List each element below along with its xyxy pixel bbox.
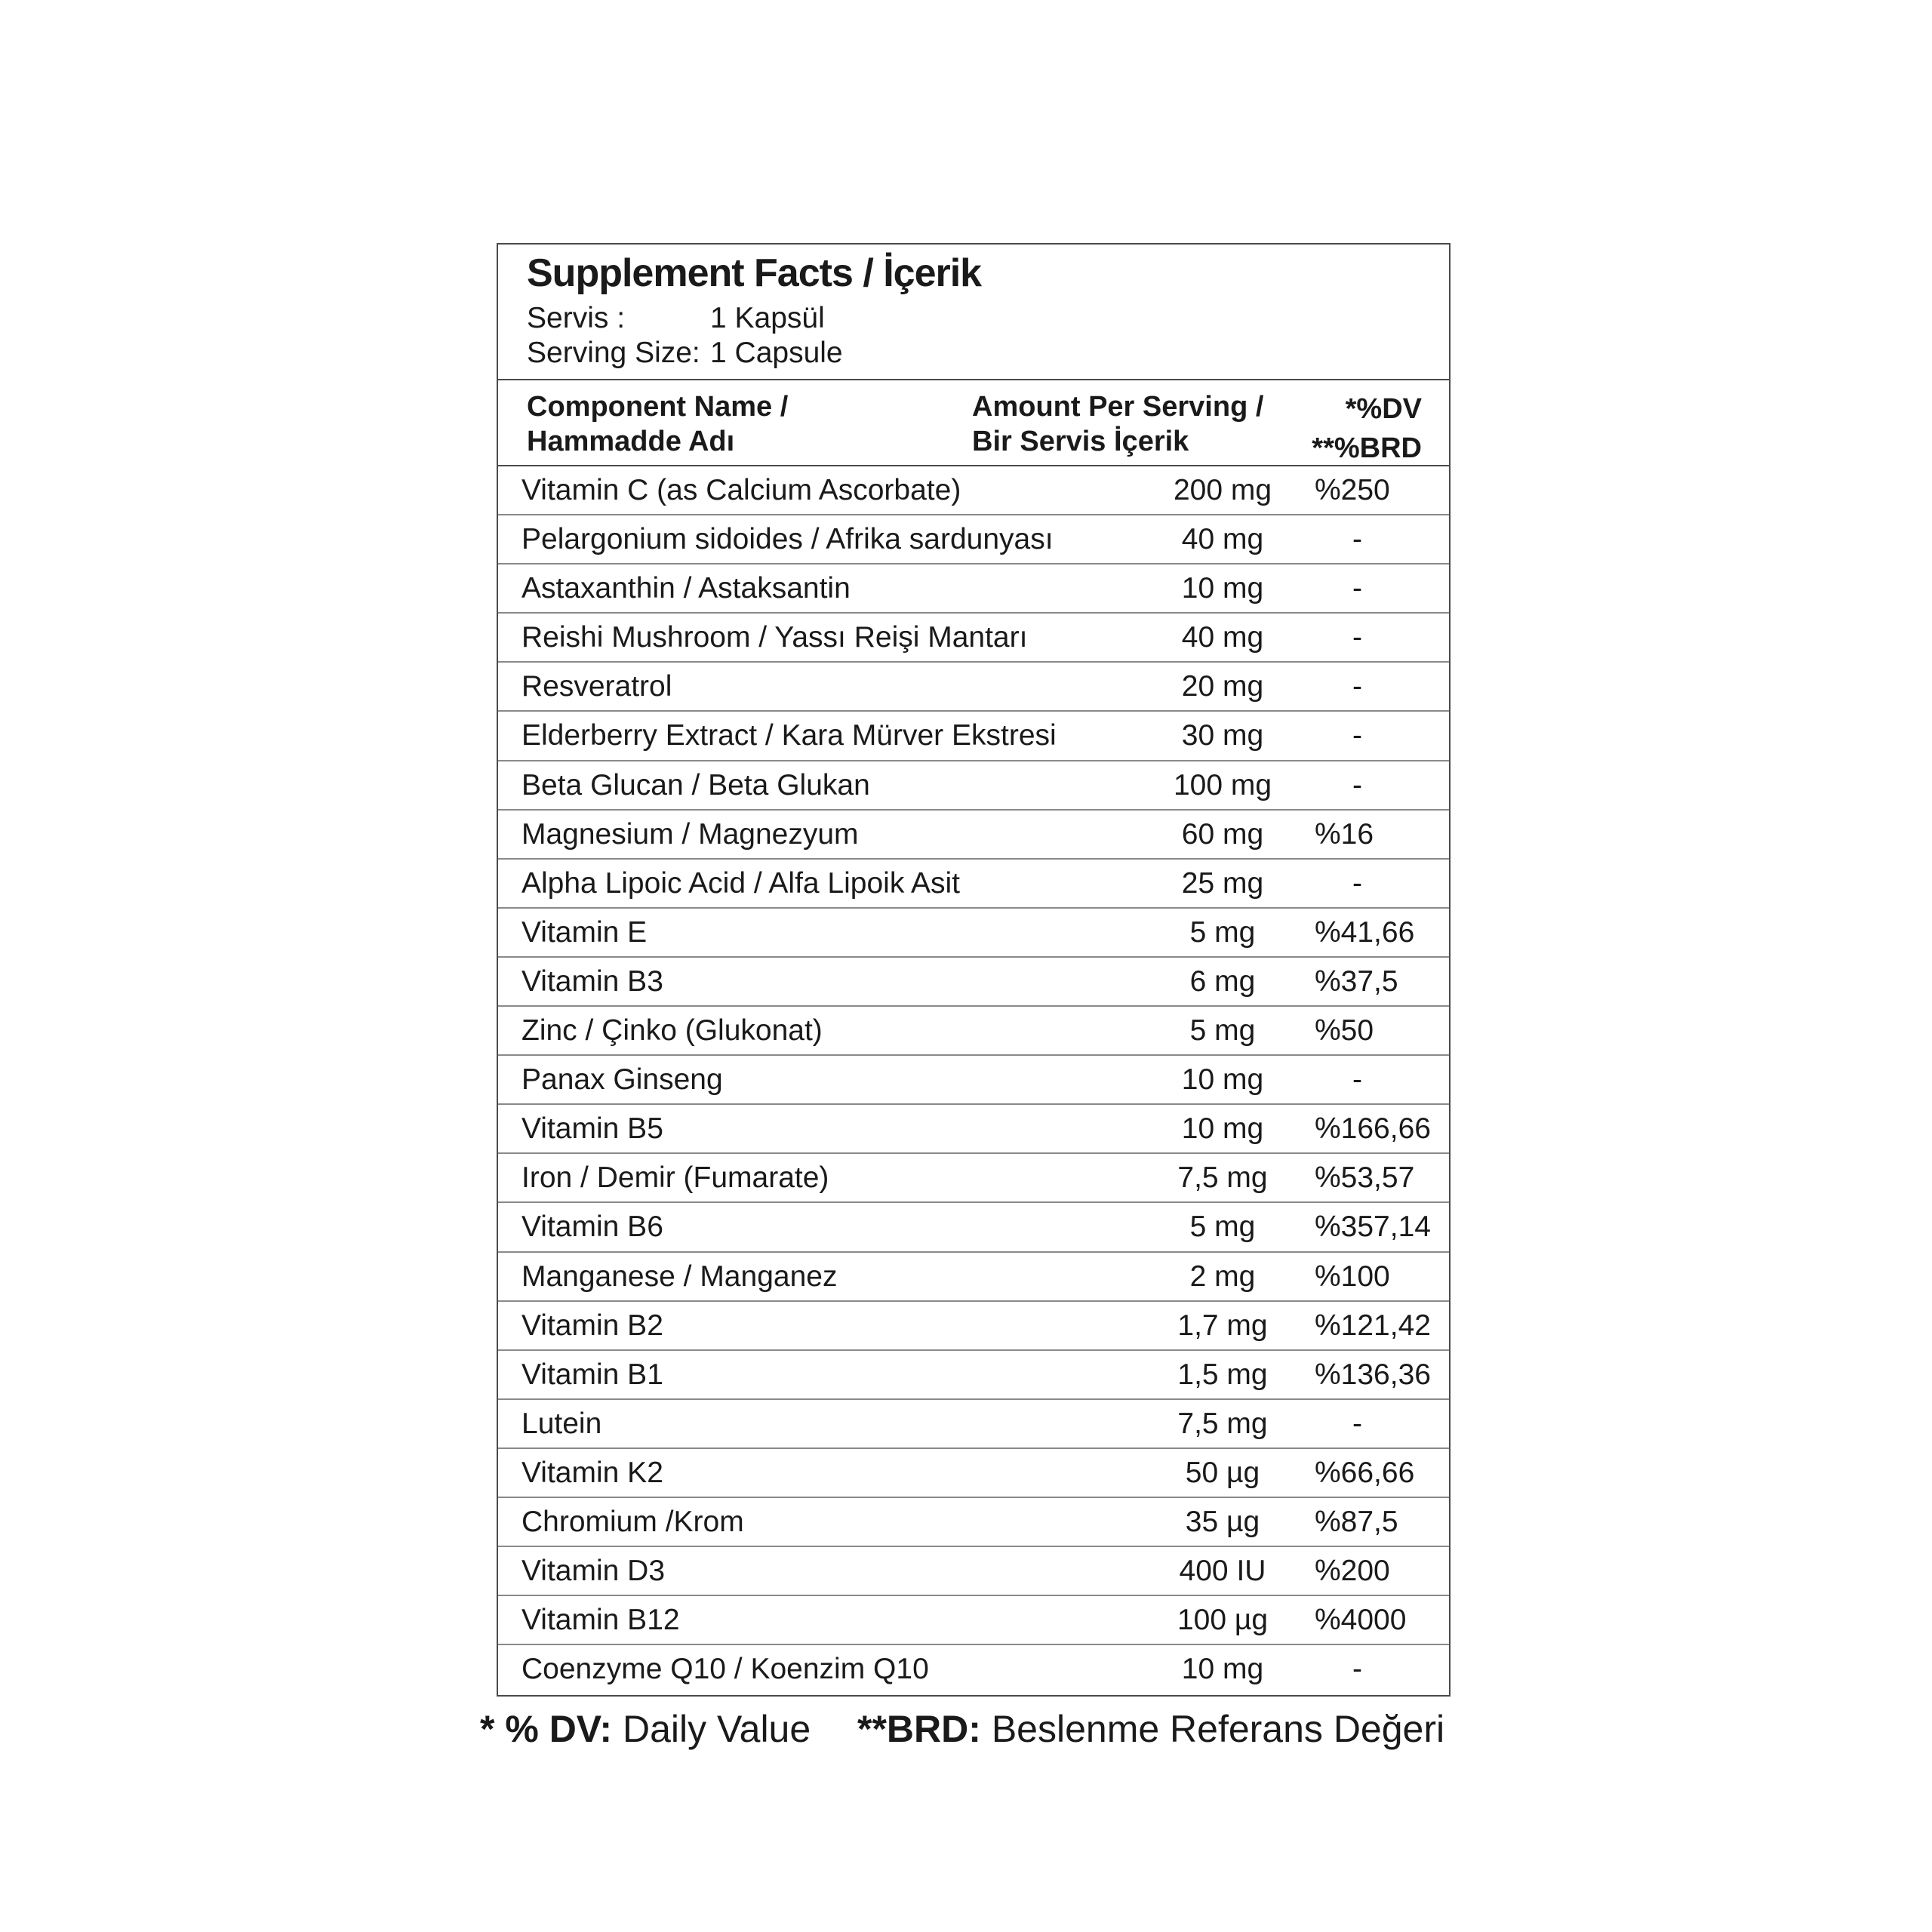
ingredient-amount: 10 mg <box>1181 1063 1264 1097</box>
component-name-header-line1: Component Name / <box>527 391 789 423</box>
ingredient-dv: %50 <box>1315 1014 1374 1048</box>
ingredient-amount: 30 mg <box>1181 719 1264 752</box>
table-row <box>498 1105 1449 1154</box>
ingredient-name: Vitamin C (as Calcium Ascorbate) <box>521 474 961 506</box>
ingredient-amount: 10 mg <box>1181 572 1264 605</box>
ingredient-name: Vitamin E <box>521 915 648 949</box>
ingredient-dv: - <box>1352 670 1362 703</box>
ingredient-dv: %41,66 <box>1315 915 1415 949</box>
ingredient-dv: %250 <box>1315 474 1390 506</box>
ingredient-name: Manganese / Manganez <box>521 1260 838 1293</box>
table-row <box>498 1400 1449 1449</box>
table-row <box>498 1302 1449 1351</box>
ingredient-name: Iron / Demir (Fumarate) <box>521 1161 829 1195</box>
table-row <box>498 958 1449 1007</box>
ingredient-amount: 40 mg <box>1181 621 1264 654</box>
ingredient-dv: - <box>1352 621 1362 654</box>
dv-header-line1: *%DV <box>1345 393 1422 425</box>
ingredient-amount: 35 µg <box>1185 1505 1260 1538</box>
facts-header <box>498 245 1449 380</box>
ingredient-amount: 1,7 mg <box>1177 1309 1268 1342</box>
column-headers <box>498 380 1449 466</box>
ingredient-amount: 20 mg <box>1181 670 1264 703</box>
table-row <box>498 1596 1449 1645</box>
ingredient-name: Chromium /Krom <box>521 1505 744 1538</box>
ingredient-amount: 7,5 mg <box>1177 1161 1268 1195</box>
ingredient-dv: %357,14 <box>1315 1211 1431 1244</box>
ingredient-name: Alpha Lipoic Acid / Alfa Lipoik Asit <box>521 866 961 900</box>
ingredient-name: Reishi Mushroom / Yassı Reişi Mantarı <box>521 621 1028 654</box>
ingredient-dv: %200 <box>1315 1555 1390 1588</box>
table-row <box>498 909 1449 958</box>
table-row <box>498 466 1449 515</box>
amount-header <box>972 389 1263 459</box>
ingredient-name: Vitamin B2 <box>521 1309 663 1342</box>
component-name-header <box>527 389 788 459</box>
table-row <box>498 1203 1449 1252</box>
amount-header-line1: Amount Per Serving / <box>972 391 1264 423</box>
table-row <box>498 1253 1449 1302</box>
footnote-brd-text: Beslenme Referans Değeri <box>991 1708 1445 1750</box>
servis-label: Servis : <box>527 302 626 334</box>
table-row <box>498 1007 1449 1056</box>
table-row <box>498 860 1449 909</box>
ingredient-name: Lutein <box>521 1407 602 1440</box>
ingredient-amount: 400 IU <box>1179 1555 1266 1588</box>
ingredient-dv: %87,5 <box>1315 1505 1398 1538</box>
ingredient-name: Vitamin B5 <box>521 1112 663 1146</box>
ingredient-amount: 40 mg <box>1181 523 1264 556</box>
facts-title: Supplement Facts / İçerik <box>527 251 982 295</box>
table-row <box>498 761 1449 811</box>
serving-size-value: 1 Capsule <box>710 337 843 369</box>
ingredient-dv: %136,36 <box>1315 1358 1431 1391</box>
ingredient-name: Vitamin B6 <box>521 1211 663 1244</box>
ingredient-dv: - <box>1352 768 1362 801</box>
ingredient-amount: 5 mg <box>1189 1014 1256 1048</box>
footnote-dv-text: Daily Value <box>622 1708 811 1750</box>
ingredient-name: Coenzyme Q10 / Koenzim Q10 <box>521 1653 929 1686</box>
ingredient-amount: 100 mg <box>1173 768 1272 801</box>
ingredient-dv: %4000 <box>1315 1604 1407 1637</box>
table-row <box>498 1645 1449 1694</box>
ingredient-dv: - <box>1352 523 1362 556</box>
ingredient-name: Vitamin B3 <box>521 964 663 998</box>
ingredient-dv: - <box>1352 719 1362 752</box>
ingredient-name: Resveratrol <box>521 670 672 703</box>
table-row <box>498 1154 1449 1203</box>
table-row <box>498 565 1449 614</box>
component-name-header-line2: Hammadde Adı <box>527 426 735 457</box>
ingredient-amount: 5 mg <box>1189 915 1256 949</box>
servis-row <box>527 302 825 335</box>
ingredient-dv: - <box>1352 1653 1362 1686</box>
ingredient-dv: - <box>1352 572 1362 605</box>
ingredient-name: Magnesium / Magnezyum <box>521 817 859 851</box>
ingredient-dv: %37,5 <box>1315 964 1398 998</box>
table-row <box>498 1547 1449 1596</box>
ingredient-amount: 60 mg <box>1181 817 1264 851</box>
serving-size-row <box>527 337 843 370</box>
ingredient-name: Panax Ginseng <box>521 1063 723 1097</box>
ingredient-dv: - <box>1352 1407 1362 1440</box>
dv-header-line2: **%BRD <box>1312 432 1422 464</box>
ingredient-name: Vitamin K2 <box>521 1456 663 1489</box>
footnote-dv <box>480 1707 811 1751</box>
table-row <box>498 811 1449 860</box>
ingredient-amount: 5 mg <box>1189 1211 1256 1244</box>
ingredient-dv: %166,66 <box>1315 1112 1431 1146</box>
table-row <box>498 1056 1449 1105</box>
ingredient-amount: 1,5 mg <box>1177 1358 1268 1391</box>
table-row <box>498 1351 1449 1400</box>
ingredient-amount: 7,5 mg <box>1177 1407 1268 1440</box>
table-row <box>498 663 1449 712</box>
ingredient-amount: 2 mg <box>1189 1260 1256 1293</box>
ingredient-name: Astaxanthin / Astaksantin <box>521 572 851 605</box>
ingredient-dv: %16 <box>1315 817 1374 851</box>
serving-size-label: Serving Size: <box>527 337 700 369</box>
ingredient-amount: 10 mg <box>1181 1653 1264 1686</box>
ingredient-dv: %66,66 <box>1315 1456 1415 1489</box>
ingredient-table <box>498 466 1449 1694</box>
ingredient-name: Beta Glucan / Beta Glukan <box>521 768 870 801</box>
ingredient-amount: 25 mg <box>1181 866 1264 900</box>
footnote-brd <box>857 1707 1444 1751</box>
supplement-facts-panel <box>497 243 1451 1697</box>
table-row <box>498 1498 1449 1547</box>
ingredient-dv: %53,57 <box>1315 1161 1415 1195</box>
footnote-brd-key: **BRD: <box>857 1708 981 1750</box>
ingredient-name: Elderberry Extract / Kara Mürver Ekstresi <box>521 719 1057 752</box>
ingredient-amount: 6 mg <box>1189 964 1256 998</box>
ingredient-name: Pelargonium sidoides / Afrika sardunyası <box>521 523 1054 556</box>
amount-header-line2: Bir Servis İçerik <box>972 426 1189 457</box>
ingredient-amount: 200 mg <box>1173 474 1272 506</box>
ingredient-dv: - <box>1352 866 1362 900</box>
table-row <box>498 614 1449 663</box>
servis-value: 1 Kapsül <box>710 302 825 334</box>
table-row <box>498 712 1449 761</box>
footnote-dv-key: * % DV: <box>480 1708 613 1750</box>
table-row <box>498 515 1449 565</box>
ingredient-amount: 50 µg <box>1185 1456 1260 1489</box>
table-row <box>498 1449 1449 1498</box>
dv-header <box>1312 389 1422 468</box>
ingredient-dv: - <box>1352 1063 1362 1097</box>
ingredient-name: Vitamin B1 <box>521 1358 663 1391</box>
ingredient-name: Zinc / Çinko (Glukonat) <box>521 1014 823 1048</box>
ingredient-dv: %121,42 <box>1315 1309 1431 1342</box>
ingredient-dv: %100 <box>1315 1260 1390 1293</box>
ingredient-amount: 100 µg <box>1177 1604 1269 1637</box>
ingredient-amount: 10 mg <box>1181 1112 1264 1146</box>
ingredient-name: Vitamin D3 <box>521 1555 666 1588</box>
ingredient-name: Vitamin B12 <box>521 1604 680 1637</box>
